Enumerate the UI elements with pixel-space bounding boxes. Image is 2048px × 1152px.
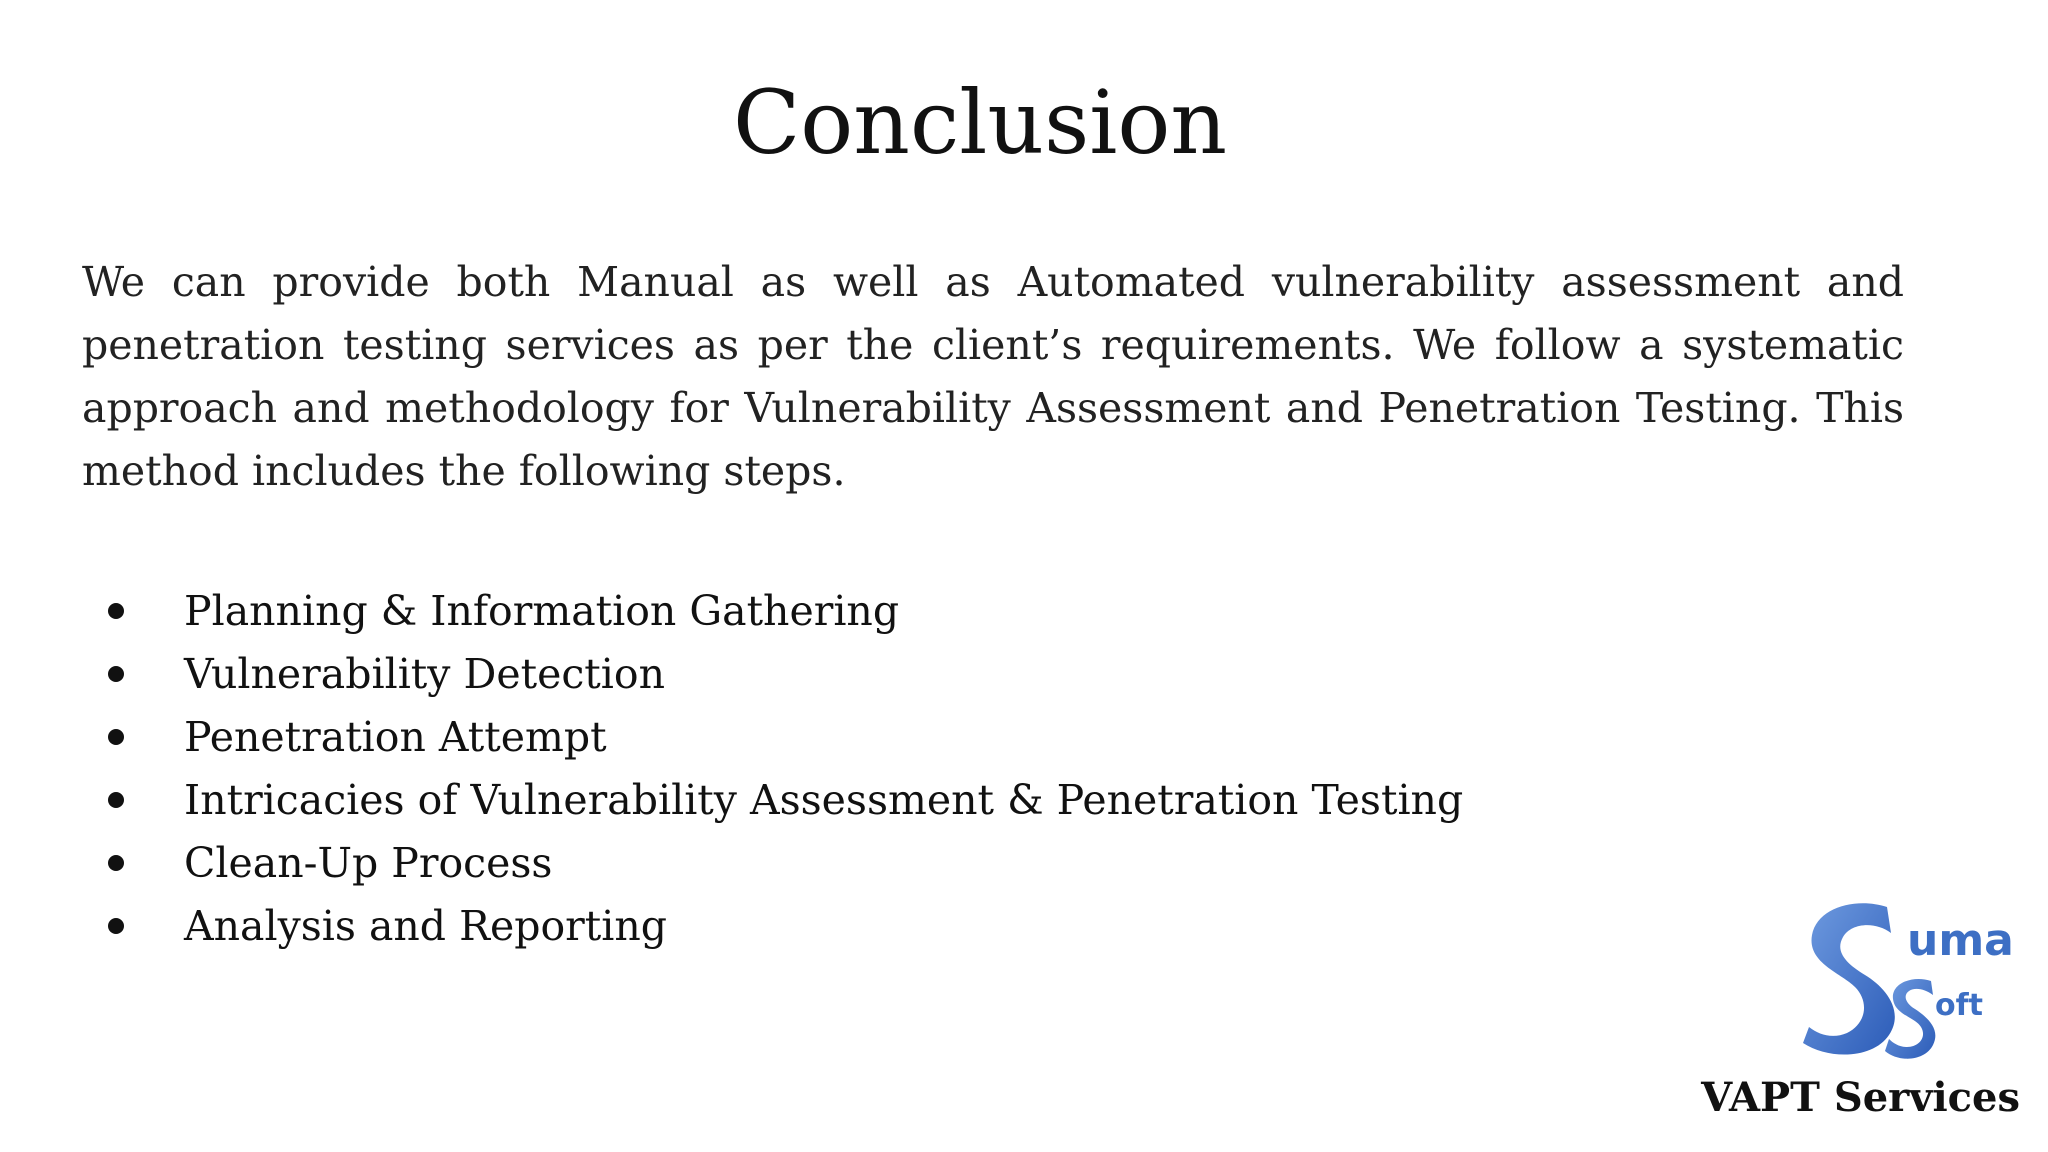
list-item-label: Planning & Information Gathering xyxy=(184,586,900,635)
list-item-label: Vulnerability Detection xyxy=(184,649,665,698)
list-item-label: Analysis and Reporting xyxy=(184,901,667,950)
slide-title: Conclusion xyxy=(732,71,1228,174)
logo-text-uma: uma xyxy=(1907,915,2014,966)
list-item-label: Intricacies of Vulnerability Assessment & Penetration Testing xyxy=(184,775,1464,824)
intro-paragraph: We can provide both Manual as well as Automated vulnerability assessment and penetration testing services as per the client’s requirements. We follow a systematic approach and methodology for Vulnerability Assessment and Penetration Testing. This method includes the following steps. xyxy=(82,258,1904,495)
list-item xyxy=(108,768,1463,831)
bullet-icon xyxy=(108,855,124,871)
bullet-icon xyxy=(108,918,124,934)
list-item xyxy=(108,894,1463,957)
list-item xyxy=(108,579,1463,642)
logo-large-s xyxy=(1803,903,1895,1054)
sumasoft-logo xyxy=(1795,895,2015,1070)
list-item-label: Clean-Up Process xyxy=(184,838,553,887)
bullet-icon xyxy=(108,666,124,682)
bullet-icon xyxy=(108,792,124,808)
bullet-icon xyxy=(108,729,124,745)
list-item xyxy=(108,642,1463,705)
steps-list xyxy=(108,579,1463,957)
list-item-label: Penetration Attempt xyxy=(184,712,607,761)
list-item xyxy=(108,831,1463,894)
logo-text-oft: oft xyxy=(1935,988,1984,1023)
logo-caption: VAPT Services xyxy=(1701,1074,2020,1121)
bullet-icon xyxy=(108,603,124,619)
list-item xyxy=(108,705,1463,768)
